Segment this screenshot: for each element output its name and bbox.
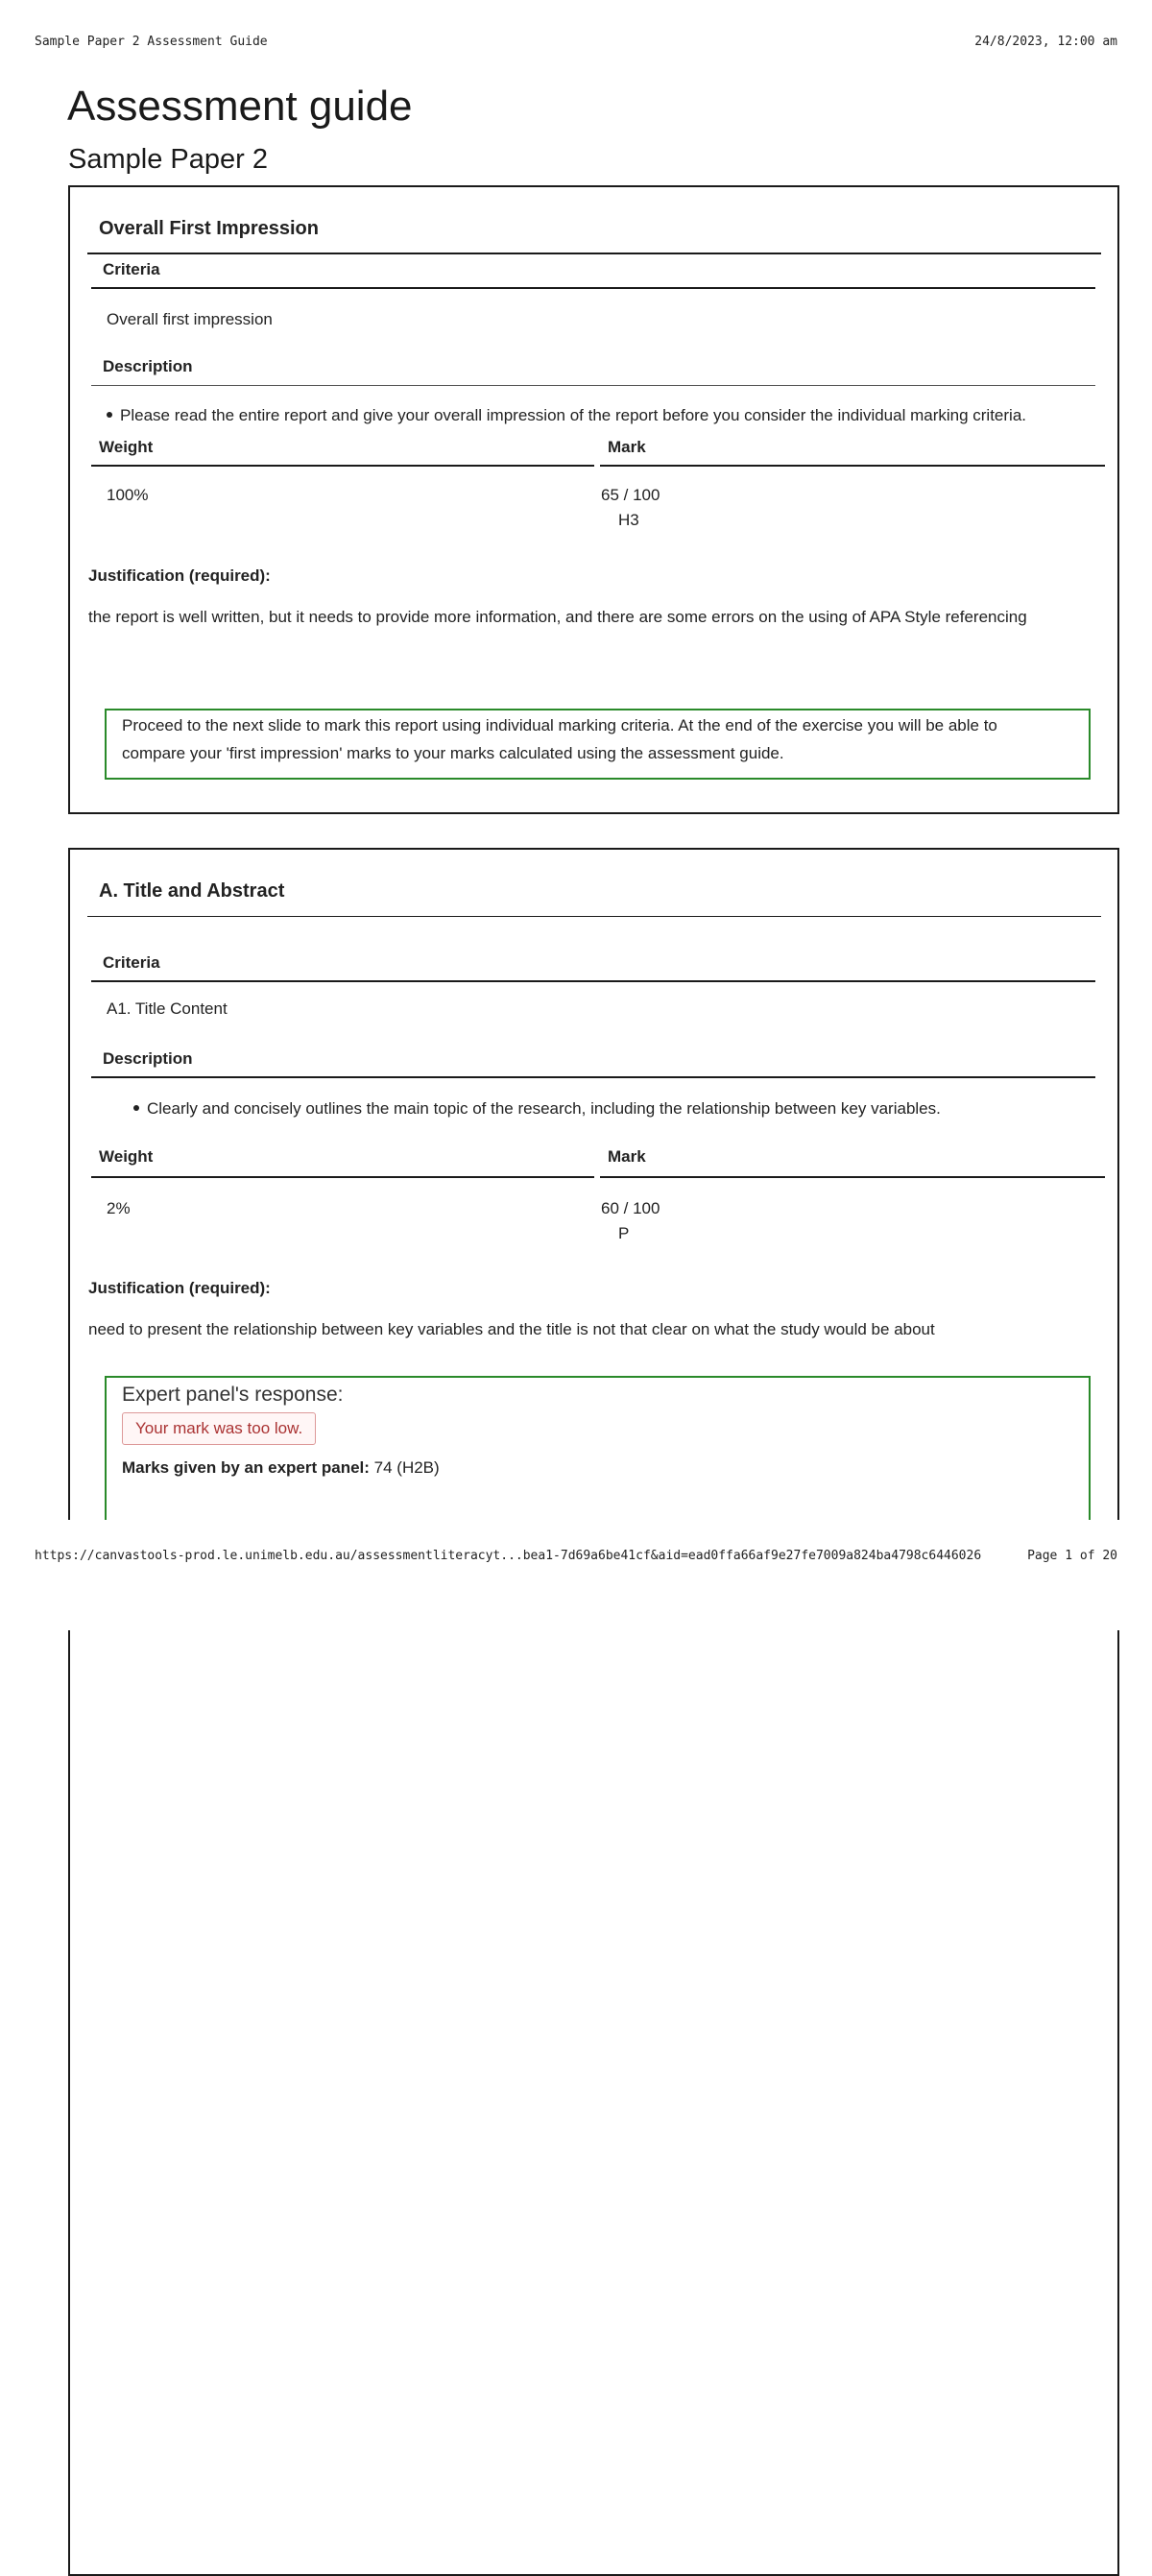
card-heading: Overall First Impression bbox=[87, 187, 1101, 254]
overall-impression-card bbox=[68, 185, 1119, 814]
page-bottom-margin bbox=[0, 1520, 1152, 1630]
section-a-card bbox=[68, 848, 1119, 2576]
expert-marks bbox=[107, 1445, 1089, 1478]
description-label: Description bbox=[91, 357, 1095, 386]
info-note bbox=[105, 709, 1091, 780]
weight-label: Weight bbox=[91, 1144, 594, 1178]
weight-label: Weight bbox=[91, 438, 594, 467]
criteria-value: A1. Title Content bbox=[107, 999, 228, 1018]
weight-value: 100% bbox=[107, 486, 149, 504]
info-note-line-2: compare your 'first impression' marks to your marks calculated using the assessment guide. bbox=[122, 744, 784, 762]
expert-response-heading: Expert panel's response: bbox=[122, 1384, 344, 1406]
page-title: Assessment guide bbox=[67, 83, 413, 130]
weight-value: 2% bbox=[107, 1199, 131, 1217]
print-header bbox=[35, 35, 1117, 49]
description-item: Please read the entire report and give your overall impression of the report before you consider the individual marking criteria. bbox=[107, 406, 1026, 425]
print-footer-url[interactable]: https://canvastools-prod.le.unimelb.edu.au/assessmentliteracyt...bea1-7d69a6be41cf&aid=ead0ffa66af9e27fe7009a824ba4798c6446026 bbox=[35, 1549, 982, 1563]
grade-value: H3 bbox=[618, 511, 639, 529]
mark-value: 60 / 100 bbox=[601, 1199, 660, 1217]
criteria-label: Criteria bbox=[91, 944, 1095, 982]
page-number: Page 1 of 20 bbox=[1027, 1549, 1117, 1563]
mark-label: Mark bbox=[600, 438, 1105, 467]
print-footer bbox=[35, 1549, 1117, 1563]
justification-label: Justification (required): bbox=[88, 566, 271, 585]
justification-text: need to present the relationship between key variables and the title is not that clear on what the study would be about bbox=[88, 1320, 935, 1338]
description-label: Description bbox=[91, 1046, 1095, 1078]
card-heading: A. Title and Abstract bbox=[87, 850, 1101, 917]
feedback-badge: Your mark was too low. bbox=[122, 1412, 316, 1445]
justification-label: Justification (required): bbox=[88, 1279, 271, 1297]
mark-value: 65 / 100 bbox=[601, 486, 660, 504]
print-header-title: Sample Paper 2 Assessment Guide bbox=[35, 35, 268, 49]
info-note-line-1: Proceed to the next slide to mark this report using individual marking criteria. At the end of the exercise you will be able to bbox=[122, 716, 997, 734]
justification-text: the report is well written, but it needs to provide more information, and there are some errors on the using of APA Style referencing bbox=[88, 608, 1027, 626]
expert-marks-value: 74 (H2B) bbox=[373, 1458, 440, 1477]
criteria-value: Overall first impression bbox=[107, 310, 273, 328]
criteria-label: Criteria bbox=[91, 260, 1095, 289]
print-header-datetime: 24/8/2023, 12:00 am bbox=[974, 35, 1117, 49]
grade-value: P bbox=[618, 1224, 630, 1242]
page-subtitle: Sample Paper 2 bbox=[68, 144, 268, 175]
description-item: Clearly and concisely outlines the main topic of the research, including the relationship between key variables. bbox=[133, 1099, 941, 1119]
expert-marks-label: Marks given by an expert panel: bbox=[122, 1458, 370, 1477]
mark-label: Mark bbox=[600, 1144, 1105, 1178]
